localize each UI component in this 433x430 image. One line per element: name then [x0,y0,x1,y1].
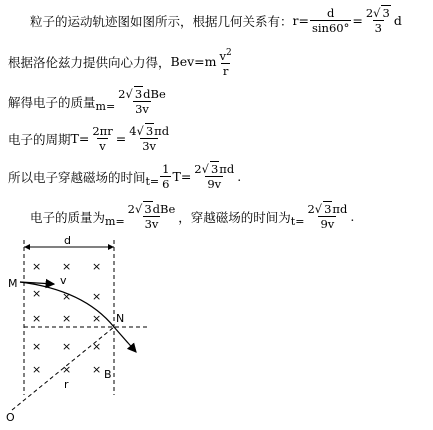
line1-text: 粒子的运动轨迹图如图所示，根据几何关系有： [30,13,293,29]
line5-fraction-2: $\frac{2√ 3\pi d}{9v}$ [194,162,235,191]
field-cross: × [32,340,42,353]
field-cross: × [92,290,102,303]
line6-fraction-2: $\frac{2√ 3\pi d}{9v}$ [307,202,348,231]
field-cross: × [62,340,72,353]
solution-line-3: 解得电子的质量 m= $\frac{\text{2√ 3dBe}}{3v}$ [8,87,166,116]
line1-lhs: r= [292,13,309,28]
solution-line-2: 根据洛伦兹力提供向心力得， Bev=m $\frac{v^2}{r}$ [8,48,232,78]
line4-fraction-2: $\frac{4√ 3\pi d}{3v}$ [129,124,170,153]
line1-fraction-2: $\frac{2√ 3}{3}$ [365,6,390,35]
d-label: d [64,234,71,247]
solution-line-5: 所以电子穿越磁场的时间 t= $\frac{1}{6}$ T= $\frac{2√ 3\pi d}{9v}$ . [8,162,242,191]
field-cross: × [62,290,72,303]
field-cross: × [32,312,42,325]
line6-fraction-1: $\frac{\text{2√ 3dBe}}{3v}$ [127,202,176,231]
field-B-label: B [104,368,112,381]
solution-line-4: 电子的周期 T= $\frac{2\pi r}{v}$ = $\frac{4√ 3\pi d}{3v}$ [8,124,170,153]
field-cross: × [92,260,102,273]
velocity-label: v [60,274,67,287]
field-cross: × [62,363,72,376]
point-O-label: O [6,411,15,424]
field-cross: × [62,260,72,273]
field-cross: × [92,363,102,376]
magnetic-field-crosses [32,260,101,376]
field-cross: × [32,260,42,273]
line5-fraction-1: $\frac{1}{6}$ [162,162,170,191]
solution-line-1: 粒子的运动轨迹图如图所示，根据几何关系有： r= $\frac{d}{\sin 60^\circ}$ = $\frac{2√ 3}{3}$ d [30,6,402,35]
solution-line-6: 电子的质量为 m= $\frac{\text{2√ 3dBe}}{3v}$ ，穿越磁场的时间为 t= $\frac{2√ 3\pi d}{9v}$ . [30,202,355,231]
field-cross: × [32,287,42,300]
line3-fraction: $\frac{\text{2√ 3dBe}}{3v}$ [118,87,166,116]
exit-velocity-arrow [114,327,136,352]
radius-label: r [64,378,69,391]
field-cross: × [92,340,102,353]
field-cross: × [32,363,42,376]
line4-fraction-1: $\frac{2\pi r}{v}$ [92,124,113,153]
field-cross: × [62,312,72,325]
point-N-label: N [116,312,125,325]
line2-fraction: $\frac{v^2}{r}$ [219,48,232,78]
point-M-label: M [8,277,18,290]
line1-fraction: $\frac{d}{\sin 60^\circ}$ [311,6,350,35]
field-cross: × [92,312,102,325]
